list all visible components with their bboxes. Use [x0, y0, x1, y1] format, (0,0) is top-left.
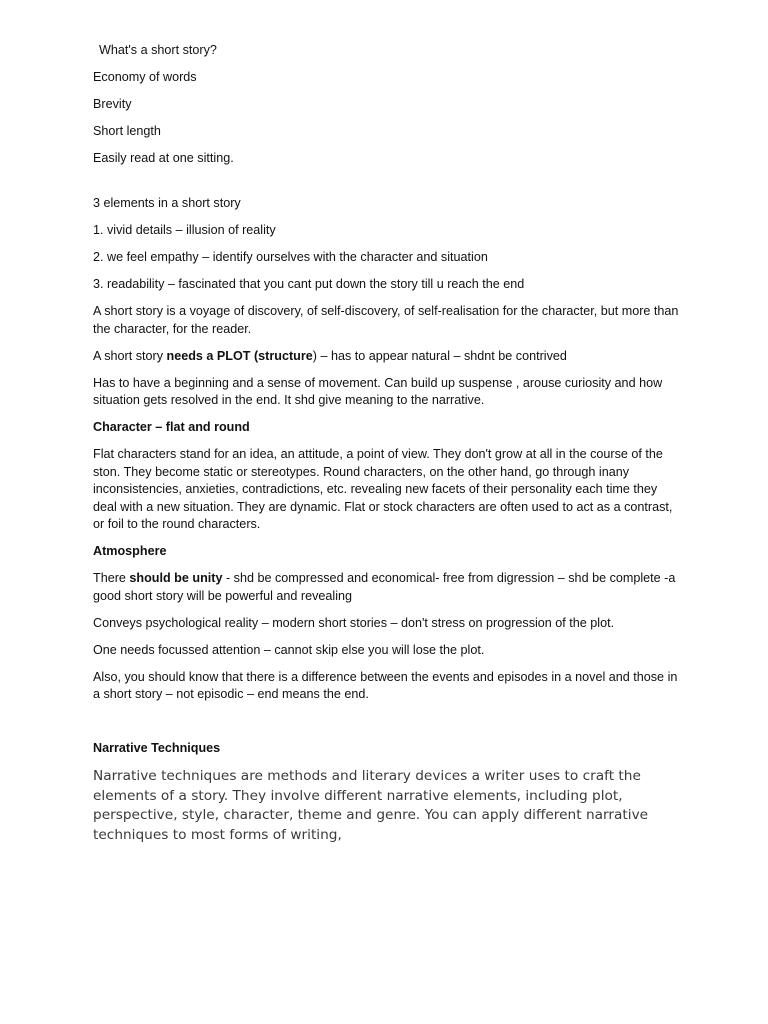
intro-item-brevity: Brevity: [93, 97, 132, 111]
intro-title: What's a short story?: [99, 43, 217, 57]
voyage-paragraph: A short story is a voyage of discovery, of self-discovery, of self-realisation for the character, but more than the character, for the reader.: [93, 304, 679, 336]
intro-item-sitting: Easily read at one sitting.: [93, 151, 234, 165]
unity-suffix: - shd be compressed and economical- free from digression – shd be complete -a good short story will be powerful and revealing: [93, 571, 676, 603]
psych-paragraph: Conveys psychological reality – modern short stories – don't stress on progression of the plot.: [93, 615, 615, 630]
spacer: [93, 177, 683, 195]
unity-prefix: There: [93, 571, 130, 585]
unity-paragraph: [93, 570, 683, 605]
spacer: [93, 713, 683, 740]
plot-suffix: ) – has to appear natural – shdnt be contrived: [312, 348, 567, 363]
intro-item-economy: Economy of words: [93, 70, 197, 84]
elements-heading: 3 elements in a short story: [93, 196, 241, 210]
intro-item-length: Short length: [93, 124, 161, 138]
attention-paragraph: One needs focussed attention – cannot skip else you will lose the plot.: [93, 642, 485, 657]
atmosphere-heading: Atmosphere: [93, 544, 167, 558]
character-heading: Character – flat and round: [93, 420, 250, 434]
narrative-heading: Narrative Techniques: [93, 741, 221, 755]
character-paragraph: Flat characters stand for an idea, an attitude, a point of view. They don't grow at all in the course of the ston. They become static or stereotypes. Round characters, on the other hand, go through inany inconsistencies, anxieties, contradictions, etc. revealing new facets of their personality each time they deal with a new situation. They are dynamic. Flat or stock characters are often used to act as a contrast, or foil to the round characters.: [93, 447, 673, 531]
narrative-paragraph: Narrative techniques are methods and literary devices a writer uses to craft the elements of a story. They involve different narrative elements, including plot, perspective, style, character, theme and genre. You can apply different narrative techniques to most forms of writing,: [93, 768, 649, 843]
beginning-paragraph: Has to have a beginning and a sense of movement. Can build up suspense , arouse curiosity and how situation gets resolved in the end. It shd give meaning to the narrative.: [93, 375, 663, 407]
elements-item-3: 3. readability – fascinated that you cant put down the story till u reach the end: [93, 277, 525, 291]
unity-bold: should be unity: [129, 571, 223, 585]
plot-bold: needs a PLOT (structure: [166, 348, 313, 363]
difference-paragraph: Also, you should know that there is a difference between the events and episodes in a novel and those in a short story – not episodic – end means the end.: [93, 669, 678, 701]
plot-prefix: A short story: [93, 348, 167, 363]
elements-item-2: 2. we feel empathy – identify ourselves with the character and situation: [93, 250, 488, 264]
plot-paragraph: [93, 348, 683, 366]
document-page: [93, 42, 683, 855]
elements-item-1: 1. vivid details – illusion of reality: [93, 223, 276, 237]
